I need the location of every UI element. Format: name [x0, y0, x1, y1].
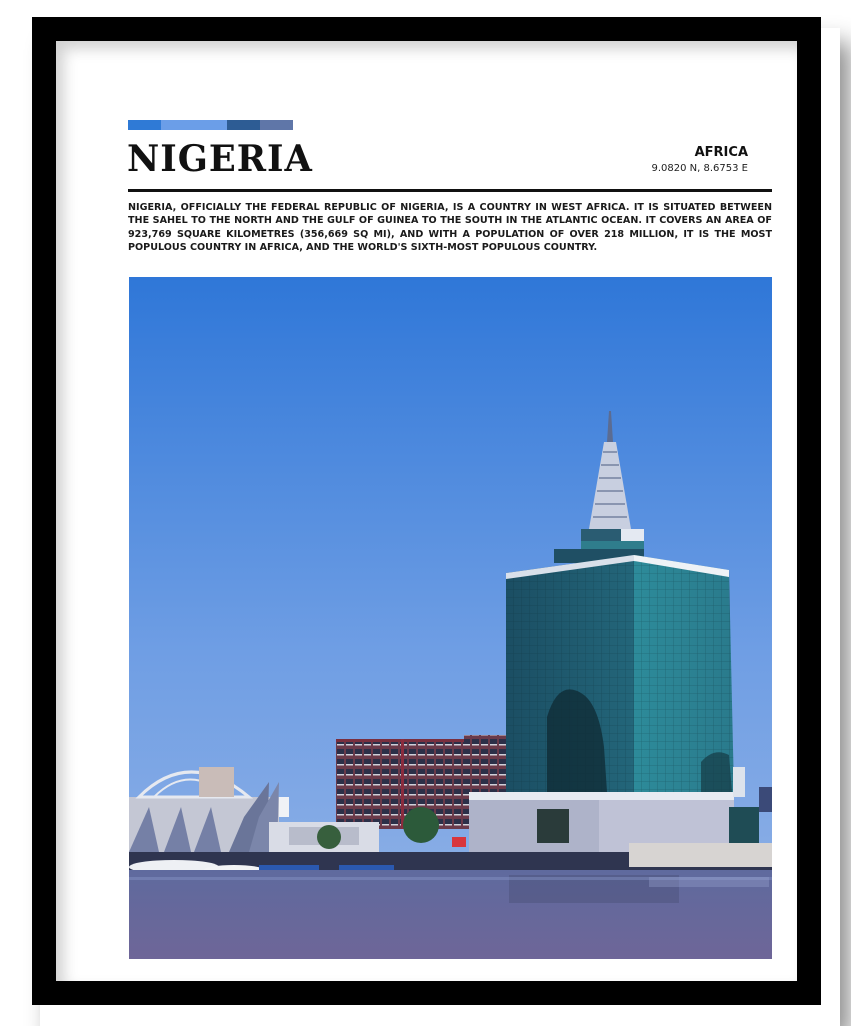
coordinates-label: 9.0820 N, 8.6753 E: [651, 163, 748, 174]
region-label: AFRICA: [694, 145, 748, 160]
palette-swatch-1: [128, 120, 161, 130]
skyline-illustration: [129, 277, 772, 959]
palette-swatch-4: [260, 120, 293, 130]
header-divider: [128, 189, 772, 192]
color-palette-bar: [128, 120, 293, 130]
poster-frame: [32, 17, 821, 1005]
poster-title: NIGERIA: [127, 138, 313, 180]
country-description: NIGERIA, OFFICIALLY THE FEDERAL REPUBLIC OF NIGERIA, IS A COUNTRY IN WEST AFRICA. IT IS SITUATED BETWEEN THE SAHEL TO THE NORTH AND THE GULF OF GUINEA TO THE SOUTH IN THE ATLANTIC OCEAN. IT COVERS AN AREA OF 923,769 SQUARE KILOMETRES (356,669 SQ MI), AND WITH A POPULATION OF OVER 218 MILLION, IT IS THE MOST POPULOUS COUNTRY IN AFRICA, AND THE WORLD'S SIXTH-MOST POPULOUS COUNTRY.: [128, 202, 772, 253]
skyline-photo: [129, 277, 772, 959]
palette-swatch-3: [227, 120, 260, 130]
palette-swatch-2: [161, 120, 227, 130]
poster-mat: [56, 41, 797, 981]
